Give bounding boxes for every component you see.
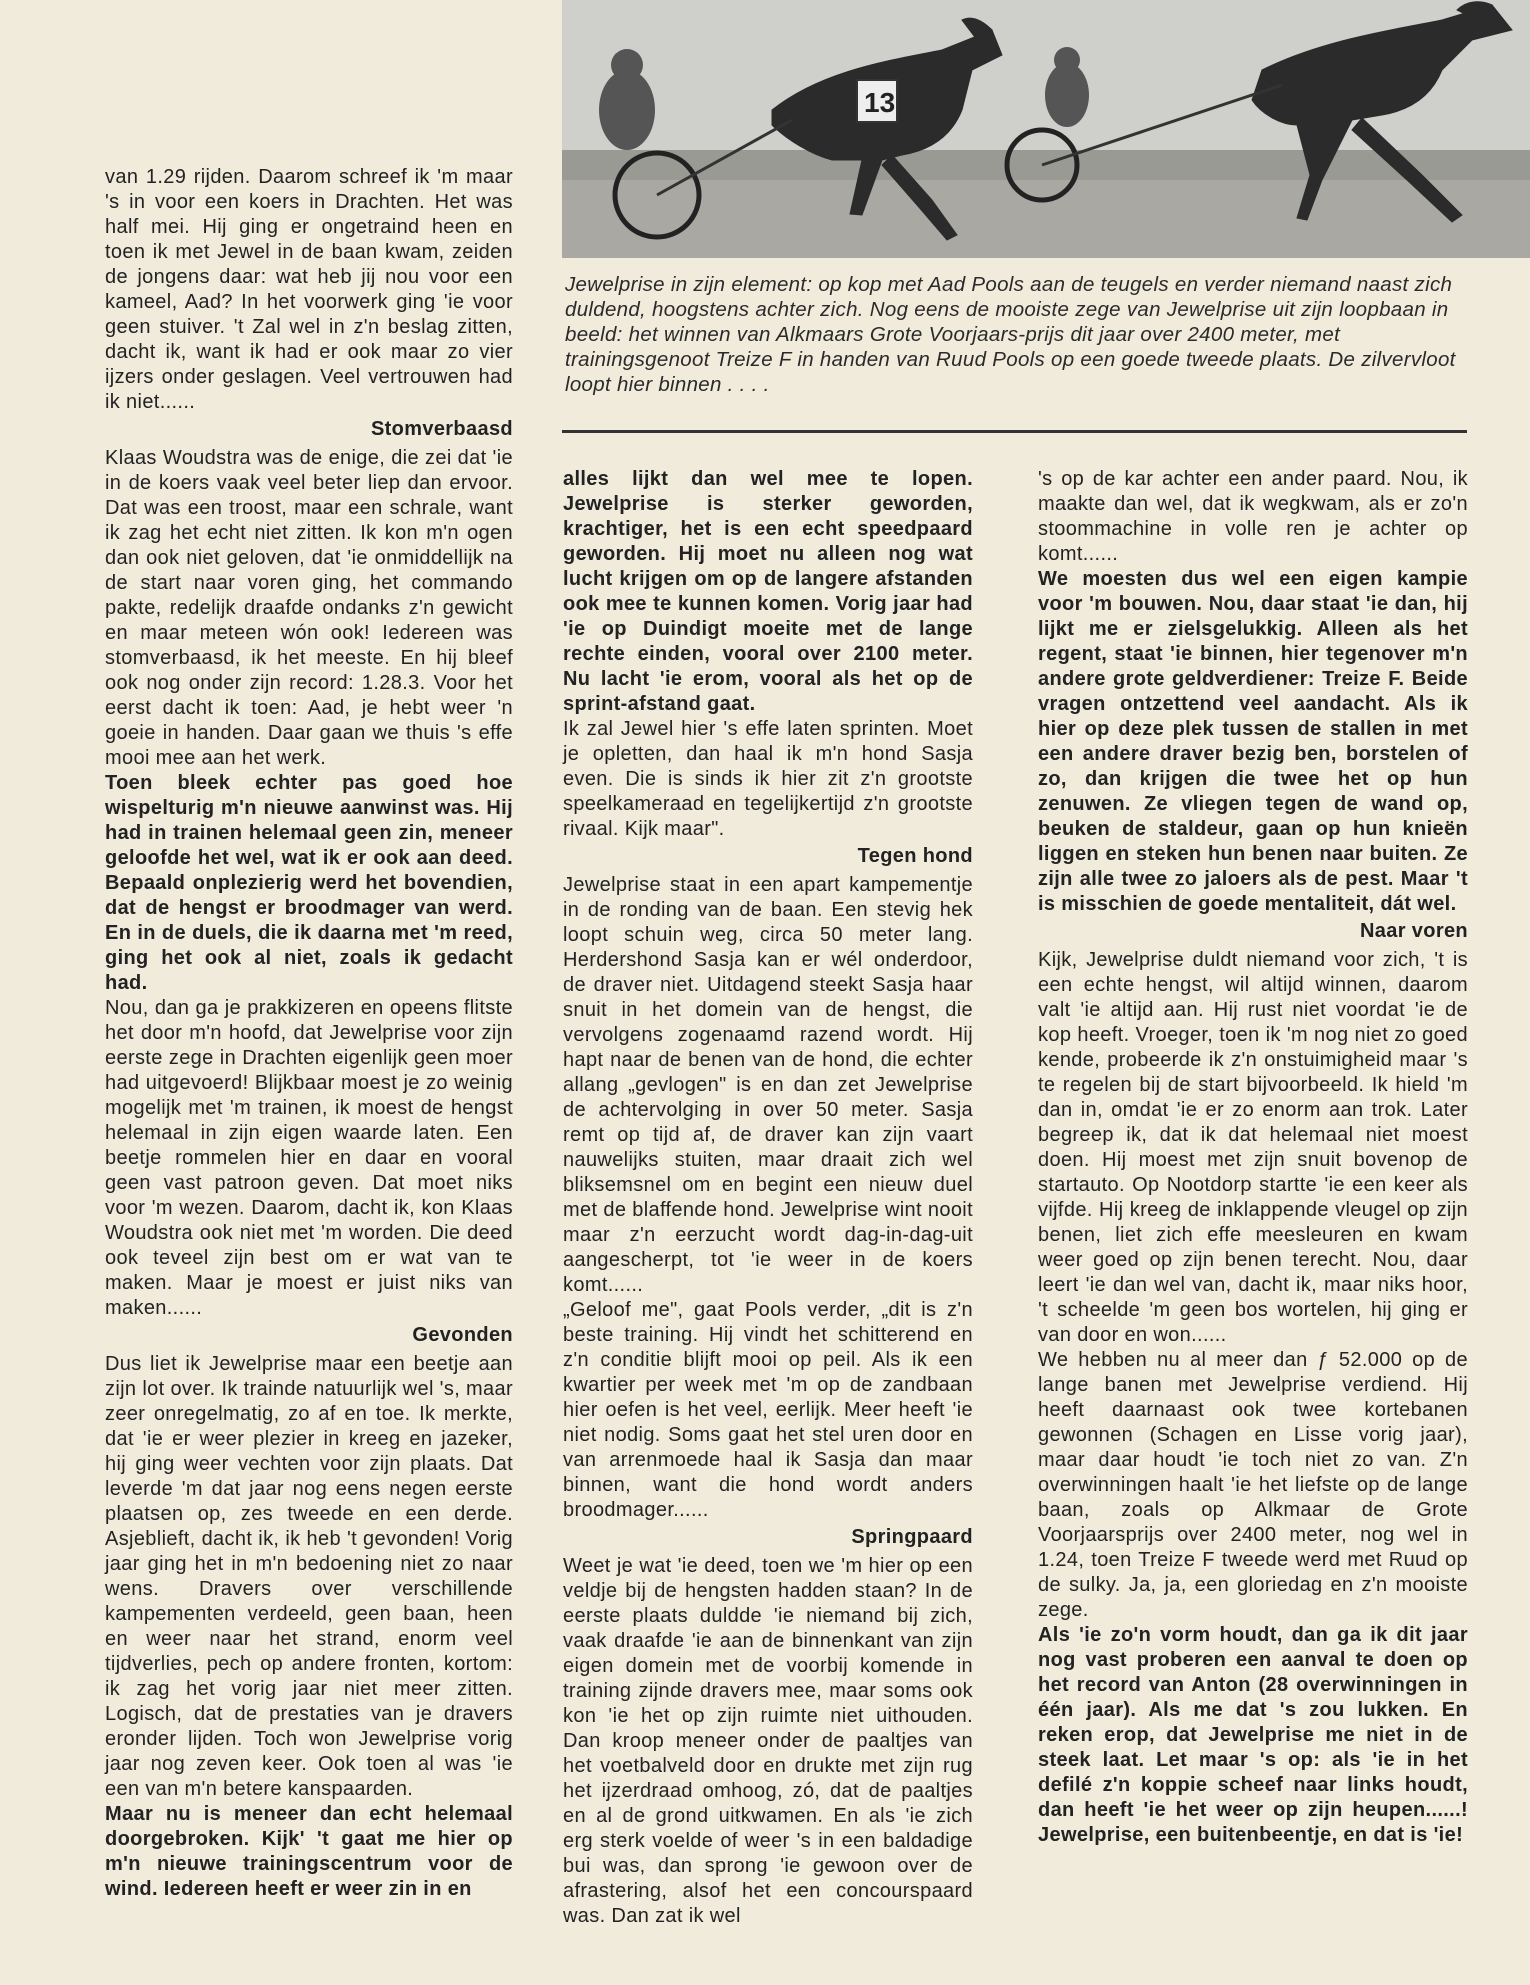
paragraph: Weet je wat 'ie deed, toen we 'm hier op een veldje bij de hengsten hadden staan? In de eerste plaats duldde 'ie niemand bij zich, vaak draafde 'ie aan de binnenkant van zijn eigen domein met de voorbij komende in training zijnde dravers mee, maar soms ook kon 'ie het op zijn ruimte niet uithouden. Dan kroop meneer onder de paaltjes van het voetbalveld door en drukte met zijn rug het ijzerdraad omhoog, zó, dat de paaltjes en al de grond uitkwamen. En als 'ie zich erg sterk voelde of weer 's in een baldadige bui was, dan sprong 'ie gewoon over de afrastering, alsof het een concourspaard was. Dan zat ik wel (563, 1555, 973, 1927)
paragraph: van 1.29 rijden. Daarom schreef ik 'm maar 's in voor een koers in Drachten. Het was half mei. Hij ging er ongetraind heen en toen ik met Jewel in de baan kwam, zeiden de jongens daar: wat heb jij nou voor een kameel, Aad? In het voorwerk ging 'ie voor geen stuiver. 't Zal wel in z'n beslag zitten, dacht ik, want ik had er ook maar zo vier ijzers onder geslagen. Veel vertrouwen had ik niet...... (105, 166, 513, 413)
paragraph-bold: We moesten dus wel een eigen kampie voor 'm bouwen. Nou, daar staat 'ie dan, hij lijkt me er zielsgelukkig. Alleen als het regent, staat 'ie binnen, hier tegenover m'n andere grote geldverdiener: Treize F. Beide vragen ontzettend veel aandacht. Als ik hier op deze plek tussen de stallen in met een andere draver bezig ben, borstelen of zo, dan krijgen die twee het op hun zenuwen. Ze vliegen tegen de wand op, beuken de staldeur, gaan op hun knieën liggen en steken hun benen naar buiten. Ze zijn alle twee zo jaloers als de pest. Maar 't is misschien de goede mentaliteit, dát wel. (1038, 568, 1468, 915)
text-column-3 (1038, 467, 1468, 1848)
paragraph-bold: Als 'ie zo'n vorm houdt, dan ga ik dit jaar nog vast proberen een aanval te doen op het record van Anton (28 overwinningen in één jaar). Als me dat 's zou lukken. En reken erop, dat Jewelprise me niet in de steek laat. Let maar 's op: als 'ie in het defilé z'n koppie scheef naar links houdt, dan heeft 'ie het weer op zijn heupen......! Jewelprise, een buitenbeentje, en dat is 'ie! (1038, 1624, 1468, 1846)
paragraph: Kijk, Jewelprise duldt niemand voor zich, 't is een echte hengst, wil altijd winnen, daarom valt 'ie altijd aan. Hij rust niet voordat 'ie de kop heeft. Vroeger, toen ik 'm nog niet zo goed kende, probeerde ik z'n onstuimigheid maar 's te regelen bij de start bijvoorbeeld. Ik hield 'm dan in, omdat 'ie er zo enorm aan trok. Later begreep ik, dat ik dat helemaal niet moest doen. Hij moest met zijn snuit bovenop de startauto. Op Nootdorp startte 'ie een keer als vijfde. Hij kreeg de inklappende vleugel op zijn benen, liet zich effe meesleuren en kwam weer goed op zijn benen terecht. Nou, daar leert 'ie dan wel van, dacht ik, maar niks hoor, 't scheelde 'm geen bos wortelen, hij ging er van door en won...... (1038, 949, 1468, 1346)
subheading-springpaard: Springpaard (851, 1526, 973, 1548)
harness-race-photo (562, 0, 1530, 258)
paragraph: 's op de kar achter een ander paard. Nou, ik maakte dan wel, dat ik wegkwam, als er zo'n stoommachine in volle ren je achter op komt...... (1038, 468, 1468, 565)
paragraph-bold: Toen bleek echter pas goed hoe wispelturig m'n nieuwe aanwinst was. Hij had in trainen helemaal geen zin, meneer geloofde het wel, wat ik er ook aan deed. Bepaald onplezierig werd het bovendien, dat de hengst er broodmager van werd. En in de duels, die ik daarna met 'm reed, ging het ook al niet, zoals ik gedacht had. (105, 772, 513, 994)
horizontal-rule (562, 430, 1467, 433)
subheading-naar-voren: Naar voren (1360, 920, 1468, 942)
photo-caption: Jewelprise in zijn element: op kop met Aad Pools aan de teugels en verder niemand naast zich duldend, hoogstens achter zich. Nog eens de mooiste zege van Jewelprise uit zijn loopbaan in beeld: het winnen van Alkmaars Grote Voorjaars-prijs dit jaar over 2400 meter, met trainingsgenoot Treize F in handen van Ruud Pools op een goede tweede plaats. De zilvervloot loopt hier binnen . . . . (565, 273, 1456, 396)
saddle-number: 13 (864, 87, 896, 118)
text-column-2 (563, 467, 973, 1929)
paragraph: Ik zal Jewel hier 's effe laten sprinten. Moet je opletten, dan haal ik m'n hond Sasja even. Die is sinds ik hier zit z'n grootste speelkameraad en tegelijkertijd z'n grootste rivaal. Kijk maar". (563, 718, 973, 840)
paragraph-bold: alles lijkt dan wel mee te lopen. Jewelprise is sterker geworden, krachtiger, het is een echt speedpaard geworden. Hij moet nu alleen nog wat lucht krijgen om op de langere afstanden ook mee te kunnen komen. Vorig jaar had 'ie op Duindigt moeite met de lange rechte einden, vooral over 2100 meter. Nu lacht 'ie erom, vooral als het op de sprint-afstand gaat. (563, 468, 973, 715)
paragraph: Jewelprise staat in een apart kampementje in de ronding van de baan. Een stevig hek loopt schuin weg, circa 50 meter lang. Herdershond Sasja kan er wél onderdoor, de draver niet. Uitdagend steekt Sasja haar snuit in het domein van de hengst, die vervolgens zogenaamd razend wordt. Hij hapt naar de benen van de hond, die echter allang „gevlogen" is en dan zet Jewelprise de achtervolging in over 50 meter. Sasja remt op tijd af, de draver kan zijn vaart nauwelijks stuiten, maar draait zich wel bliksemsnel om en begint een nieuw duel met de blaffende hond. Jewelprise wint nooit maar z'n eerzucht wordt dag-in-dag-uit aangescherpt, tot 'ie weer in de koers komt...... (563, 874, 973, 1296)
paragraph: „Geloof me", gaat Pools verder, „dit is z'n beste training. Hij vindt het schitterend en z'n conditie blijft mooi op peil. Als ik een kwartier per week met 'm op de zandbaan hier oefen is het veel, eerlijk. Meer heeft 'ie niet nodig. Soms gaat het stel uren door en van arrenmoede haal ik Sasja dan maar binnen, want die hond wordt anders broodmager...... (563, 1299, 973, 1521)
harness-race-illustration (562, 0, 1530, 258)
subheading-stomverbaasd: Stomverbaasd (370, 418, 513, 440)
text-column-1 (105, 165, 513, 1902)
paragraph: Nou, dan ga je prakkizeren en opeens flitste het door m'n hoofd, dat Jewelprise voor zijn eerste zege in Drachten eigenlijk geen moer had uitgevoerd! Blijkbaar moest je zo weinig mogelijk met 'm trainen, ik moest de hengst helemaal in zijn eigen waarde laten. Een beetje rommelen hier en daar en vooral geen vast patroon geven. Dat moet niks voor 'm wezen. Daarom, dacht ik, kon Klaas Woudstra ook niet met 'm worden. Die deed ook teveel zijn best om er wat van te maken. Maar je moest er juist niks van maken...... (105, 997, 513, 1319)
paragraph: Dus liet ik Jewelprise maar een beetje aan zijn lot over. Ik trainde natuurlijk wel 's, maar zeer onregelmatig, zo af en toe. Ik merkte, dat 'ie er weer plezier in kreeg en jazeker, hij ging weer vechten voor zijn plaats. Dat leverde 'm dat jaar nog eens negen eerste plaatsen op, zes tweede en een derde. Asjeblieft, dacht ik, ik heb 't gevonden! Vorig jaar ging het in m'n bedoening niet zo naar wens. Dravers over verschillende kampementen verdeeld, geen baan, heen en weer naar het strand, enorm veel tijdverlies, pech op andere fronten, kortom: ik zag het vorig jaar niet meer zitten. Logisch, dat de prestaties van je dravers eronder lijden. Toch won Jewelprise vorig jaar nog zeven keer. Ook toen al was 'ie een van m'n betere kanspaarden. (105, 1353, 513, 1800)
subheading-tegen-hond: Tegen hond (857, 845, 973, 867)
paragraph: Klaas Woudstra was de enige, die zei dat 'ie in de koers vaak veel beter liep dan ervoor. Dat was een troost, maar een schrale, want ik zag het echt niet zitten. Ik kon m'n ogen dan ook niet geloven, dat 'ie onmiddellijk na de start naar voren ging, het commando pakte, redelijk draafde ondanks z'n gewicht en maar meteen wón ook! Iedereen was stomverbaasd, ik het meeste. En hij bleef ook nog onder zijn record: 1.28.3. Voor het eerst dacht ik toen: Aad, je hebt weer 'n goeie in handen. Daar gaan we thuis 's effe mooi mee aan het werk. (105, 447, 513, 769)
paragraph-bold: Maar nu is meneer dan echt helemaal doorgebroken. Kijk' 't gaat me hier op m'n nieuwe trainingscentrum voor de wind. Iedereen heeft er weer zin in en (105, 1803, 513, 1900)
paragraph: We hebben nu al meer dan ƒ 52.000 op de lange banen met Jewelprise verdiend. Hij heeft daarnaast ook twee kortebanen gewonnen (Schagen en Lisse vorig jaar), maar daar houdt 'ie toch niet zo van. Z'n overwinningen haalt 'ie het liefste op de lange baan, zoals op Alkmaar de Grote Voorjaarsprijs over 2400 meter, nog wel in 1.24, toen Treize F tweede werd met Ruud op de sulky. Ja, ja, een gloriedag en z'n mooiste zege. (1038, 1349, 1468, 1621)
subheading-gevonden: Gevonden (412, 1324, 513, 1346)
